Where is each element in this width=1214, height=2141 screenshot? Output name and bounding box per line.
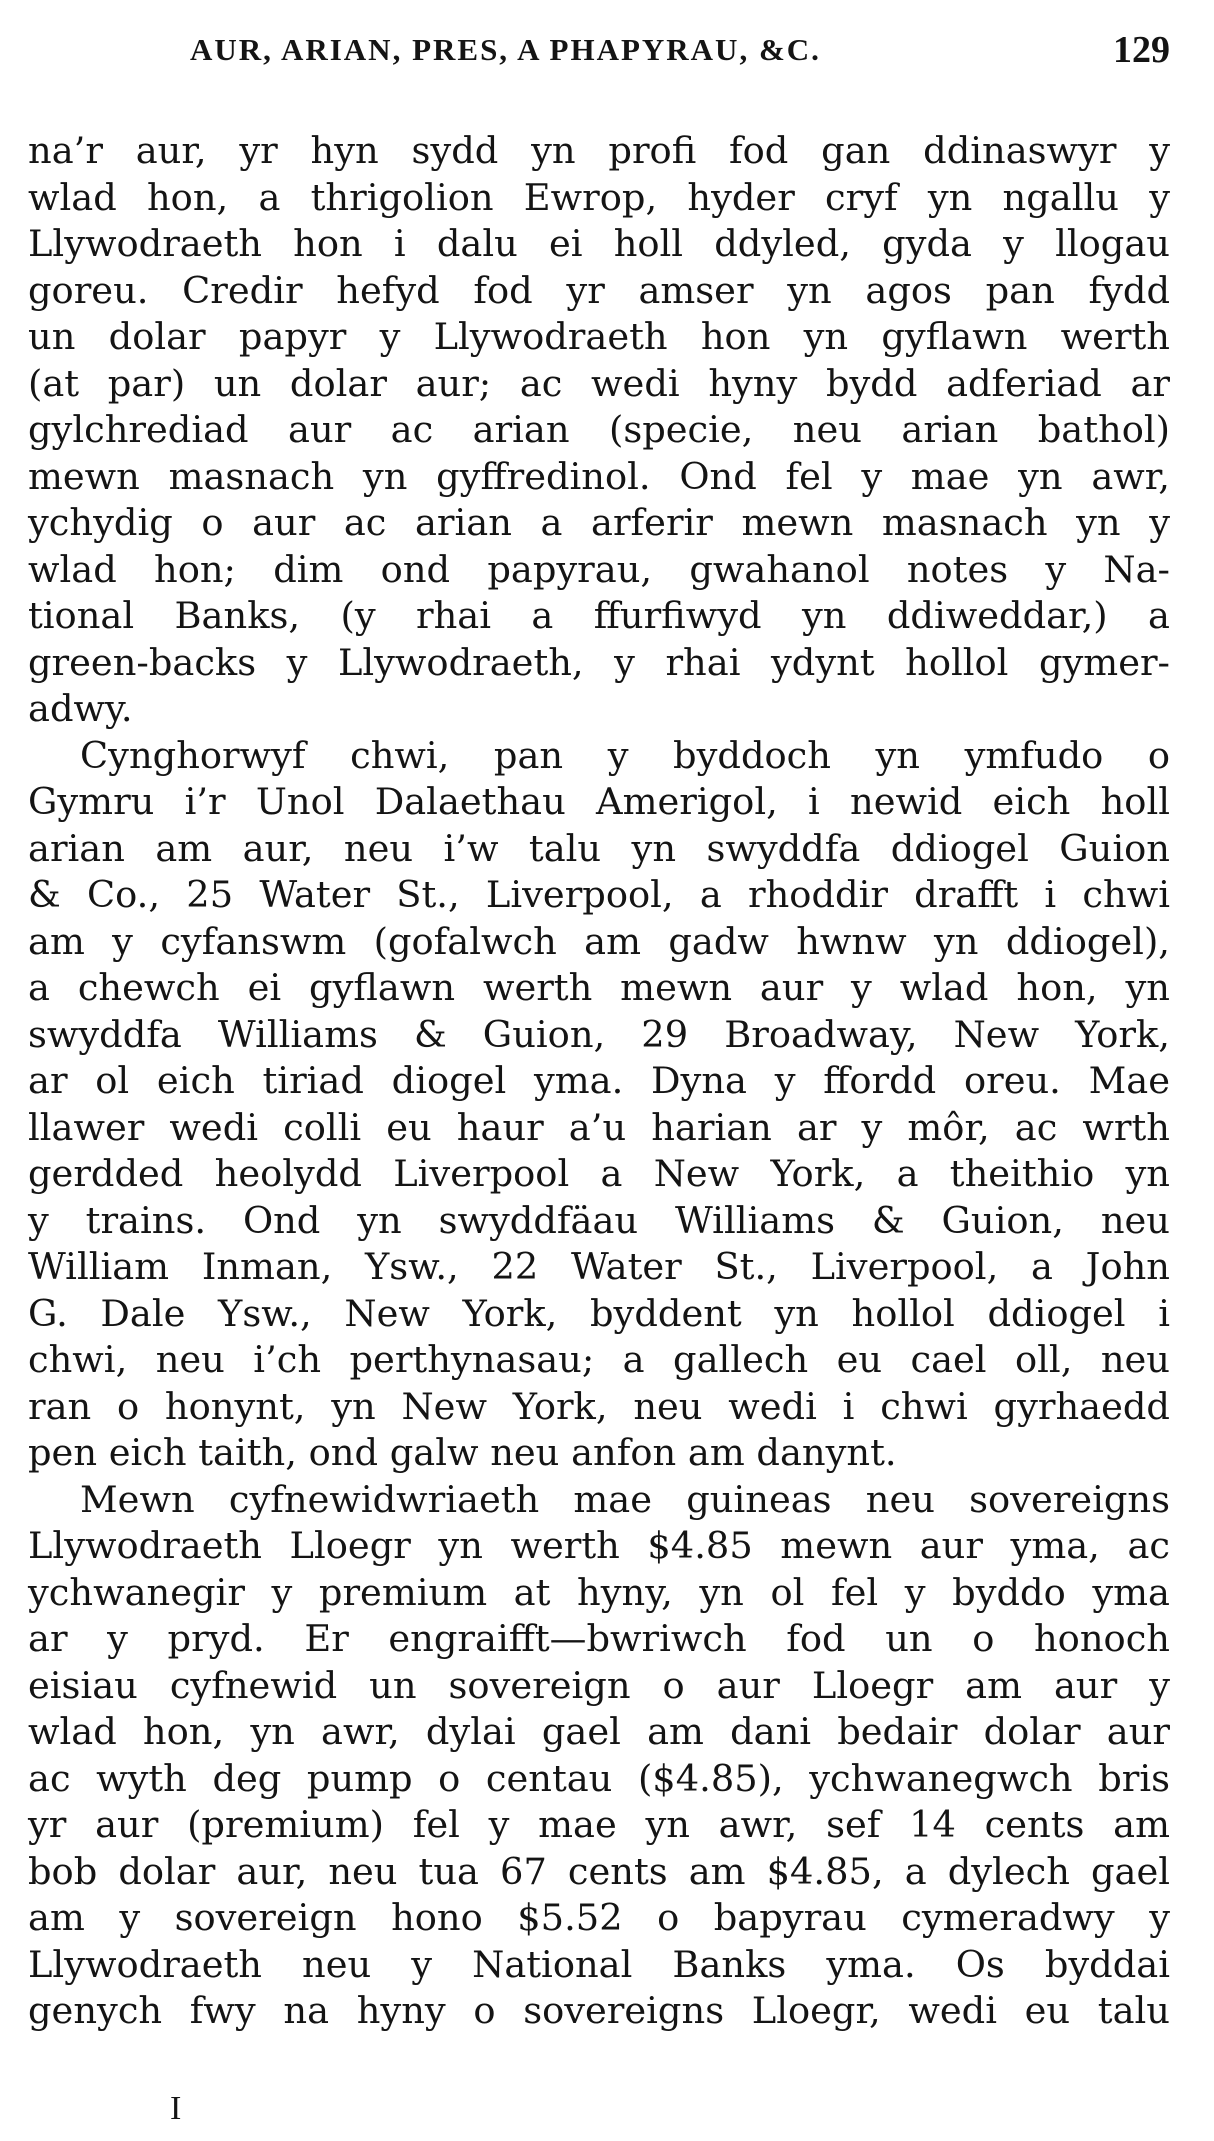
text-line: bob dolar aur, neu tua 67 cents am $4.85, a dylech gael: [28, 1849, 1170, 1893]
text-line: ran o honynt, yn New York, neu wedi i chwi gyrhaedd: [28, 1384, 1170, 1428]
text-line: ar ol eich tiriad diogel yma. Dyna y ffordd oreu. Mae: [28, 1059, 1170, 1102]
text-line: genych fwy na hyny o sovereigns Lloegr, wedi eu talu: [28, 1989, 1170, 2032]
text-line: yr aur (premium) fel y mae yn awr, sef 14 cents am: [28, 1803, 1170, 1846]
text-line: wlad hon, yn awr, dylai gael am dani bedair dolar aur: [28, 1710, 1170, 1753]
text-line: na’r aur, yr hyn sydd yn profi fod gan ddinaswyr y: [28, 129, 1170, 172]
text-line: un dolar papyr y Llywodraeth hon yn gyflawn werth: [28, 315, 1170, 358]
text-line: a chewch ei gyflawn werth mewn aur y wlad hon, yn: [28, 966, 1170, 1009]
text-line: arian am aur, neu i’w talu yn swyddfa ddiogel Guion: [28, 826, 1170, 870]
text-line: goreu. Credir hefyd fod yr amser yn agos pan fydd: [28, 268, 1170, 312]
signature-mark: I: [170, 2090, 182, 2127]
text-line: ac wyth deg pump o centau ($4.85), ychwanegwch bris: [28, 1756, 1170, 1800]
text-line: & Co., 25 Water St., Liverpool, a rhoddir drafft i chwi: [28, 873, 1170, 916]
text-line: mewn masnach yn gyffredinol. Ond fel y mae yn awr,: [28, 454, 1170, 498]
text-line: gylchrediad aur ac arian (specie, neu arian bathol): [28, 408, 1170, 451]
text-line: swyddfa Williams & Guion, 29 Broadway, New York,: [28, 1012, 1170, 1056]
text-line: wlad hon; dim ond papyrau, gwahanol notes y Na-: [28, 547, 1170, 591]
text-line: William Inman, Ysw., 22 Water St., Liverpool, a John: [28, 1245, 1170, 1288]
text-line: ychydig o aur ac arian a arferir mewn masnach yn y: [28, 501, 1170, 544]
text-line: y trains. Ond yn swyddfäau Williams & Guion, neu: [28, 1198, 1170, 1242]
running-title: AUR, ARIAN, PRES, A PHAPYRAU, &C.: [190, 32, 821, 67]
body-text: [28, 128, 1170, 2035]
text-line: green-backs y Llywodraeth, y rhai ydynt hollol gymer-: [28, 640, 1170, 684]
text-line: pen eich taith, ond galw neu anfon am danynt.: [28, 1431, 897, 1474]
text-line: tional Banks, (y rhai a ffurfiwyd yn ddiweddar,) a: [28, 594, 1170, 637]
text-line: wlad hon, a thrigolion Ewrop, hyder cryf yn ngallu y: [28, 175, 1170, 219]
text-line: Llywodraeth neu y National Banks yma. Os byddai: [28, 1942, 1170, 1986]
text-line: Mewn cyfnewidwriaeth mae guineas neu sovereigns: [80, 1477, 1170, 1521]
text-line: Gymru i’r Unol Dalaethau Amerigol, i newid eich holl: [28, 780, 1170, 823]
text-line: am y sovereign hono $5.52 o bapyrau cymeradwy y: [28, 1896, 1170, 1939]
text-line: eisiau cyfnewid un sovereign o aur Lloegr am aur y: [28, 1663, 1170, 1707]
text-line: adwy.: [28, 687, 133, 730]
page-number: 129: [1113, 29, 1170, 71]
text-line: Llywodraeth Lloegr yn werth $4.85 mewn aur yma, ac: [28, 1524, 1170, 1567]
text-line: Cynghorwyf chwi, pan y byddoch yn ymfudo o: [80, 733, 1170, 777]
text-line: am y cyfanswm (gofalwch am gadw hwnw yn ddiogel),: [28, 919, 1170, 963]
text-line: G. Dale Ysw., New York, byddent yn hollol ddiogel i: [28, 1291, 1170, 1335]
text-line: gerdded heolydd Liverpool a New York, a theithio yn: [28, 1152, 1170, 1195]
text-line: (at par) un dolar aur; ac wedi hyny bydd adferiad ar: [28, 361, 1170, 405]
text-line: llawer wedi colli eu haur a’u harian ar y môr, ac wrth: [28, 1105, 1170, 1149]
text-line: ychwanegir y premium at hyny, yn ol fel y byddo yma: [28, 1570, 1170, 1614]
text-line: Llywodraeth hon i dalu ei holl ddyled, gyda y llogau: [28, 222, 1170, 265]
text-line: ar y pryd. Er engraifft—bwriwch fod un o honoch: [28, 1617, 1170, 1660]
running-head: [180, 28, 1170, 76]
text-line: chwi, neu i’ch perthynasau; a gallech eu cael oll, neu: [28, 1338, 1170, 1381]
